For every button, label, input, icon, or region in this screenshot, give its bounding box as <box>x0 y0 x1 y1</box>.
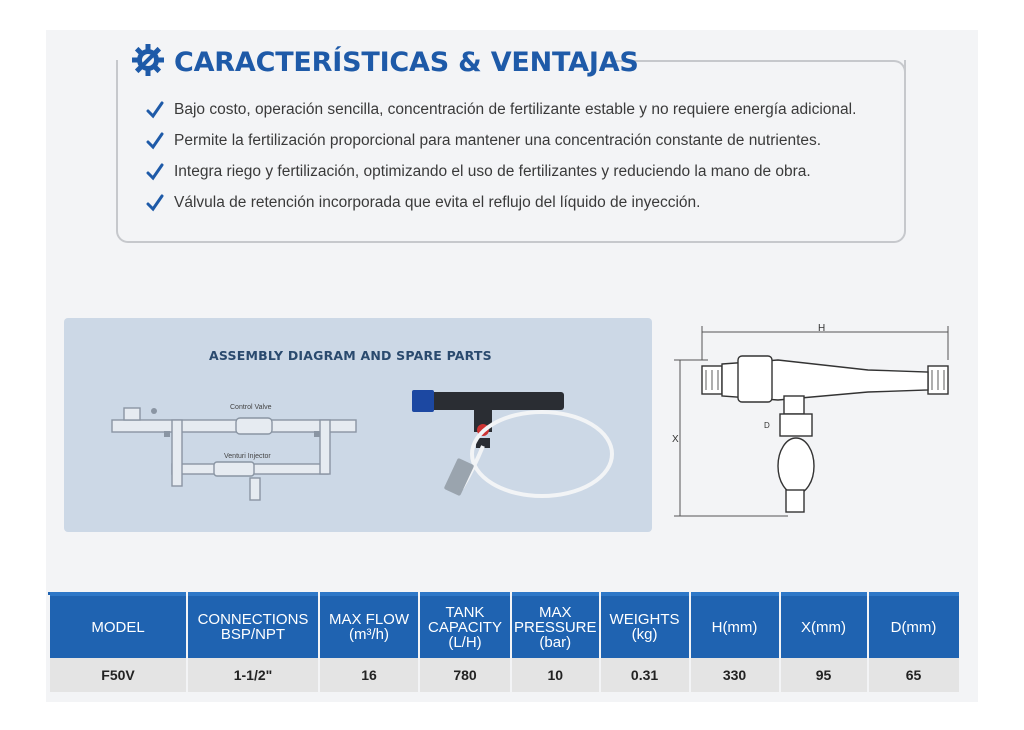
feature-item <box>146 156 856 187</box>
feature-text: Bajo costo, operación sencilla, concentración de fertilizante estable y no requiere energía adicional. <box>174 100 857 118</box>
cell-x: 95 <box>781 658 867 692</box>
check-icon <box>146 194 164 212</box>
cell-tank-capacity: 780 <box>420 658 510 692</box>
check-icon <box>146 163 164 181</box>
check-icon <box>146 101 164 119</box>
features-list <box>146 94 856 218</box>
cell-model: F50V <box>50 658 186 692</box>
col-max-pressure-header: MAX PRESSURE (bar) <box>512 592 599 658</box>
col-h-header: H(mm) <box>691 592 779 658</box>
col-max-flow-header: MAX FLOW (m³/h) <box>320 592 418 658</box>
control-valve-label: Control Valve <box>230 404 272 411</box>
injector-product <box>412 390 612 496</box>
gear-wrench-icon <box>130 42 166 83</box>
feature-text: Válvula de retención incorporada que evita el reflujo del líquido de inyección. <box>174 193 701 211</box>
col-model-header: MODEL <box>50 592 186 658</box>
col-tank-capacity-header: TANK CAPACITY (L/H) <box>420 592 510 658</box>
specs-table <box>48 592 961 692</box>
feature-item <box>146 125 856 156</box>
feature-text: Permite la fertilización proporcional para mantener una concentración constante de nutrientes. <box>174 131 822 149</box>
assembly-panel <box>64 318 652 532</box>
cell-connections: 1-1/2" <box>188 658 318 692</box>
feature-text: Integra riego y fertilización, optimizando el uso de fertilizantes y reduciendo la mano de obra. <box>174 162 811 180</box>
venturi-label: Venturi Injector <box>224 453 271 460</box>
features-frame-line <box>610 60 894 62</box>
cell-h: 330 <box>691 658 779 692</box>
cell-max-pressure: 10 <box>512 658 599 692</box>
features-header <box>130 42 639 82</box>
feature-item <box>146 94 856 125</box>
dimension-x-label: X <box>672 434 679 445</box>
table-row <box>50 658 959 692</box>
features-title: CARACTERÍSTICAS & VENTAJAS <box>174 46 639 78</box>
dimension-h-label: H <box>818 323 826 334</box>
col-weights-header: WEIGHTS (kg) <box>601 592 689 658</box>
assembly-title: ASSEMBLY DIAGRAM AND SPARE PARTS <box>209 348 492 363</box>
cell-weights: 0.31 <box>601 658 689 692</box>
dimension-drawing <box>668 320 958 526</box>
cell-d: 65 <box>869 658 959 692</box>
col-d-header: D(mm) <box>869 592 959 658</box>
table-header-row <box>50 592 959 658</box>
feature-item <box>146 187 856 218</box>
col-x-header: X(mm) <box>781 592 867 658</box>
cell-max-flow: 16 <box>320 658 418 692</box>
check-icon <box>146 132 164 150</box>
col-connections-header: CONNECTIONS BSP/NPT <box>188 592 318 658</box>
dimension-d-label: D <box>764 421 770 430</box>
